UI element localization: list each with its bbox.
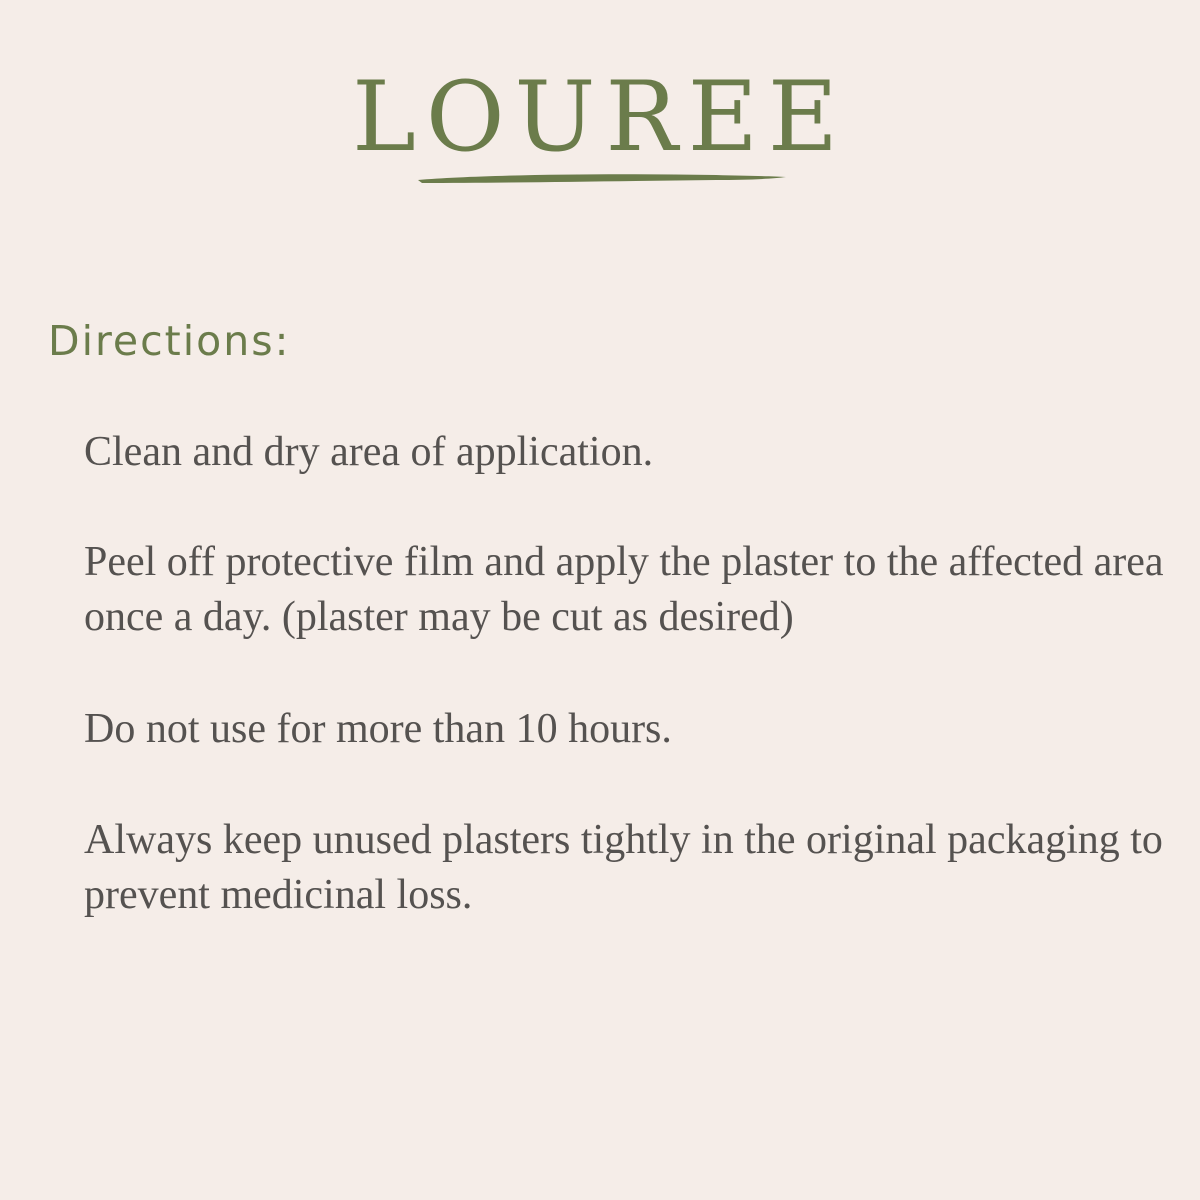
brush-stroke-underline	[416, 172, 788, 186]
direction-step: Peel off protective film and apply the plaster to the affected area once a day. (plaster may be cut as desired)	[84, 539, 1164, 640]
direction-step: Clean and dry area of application.	[84, 429, 654, 475]
brand-name: LOUREE	[352, 61, 848, 173]
direction-step: Always keep unused plasters tightly in the original packaging to prevent medicinal loss.	[84, 817, 1163, 918]
direction-step: Do not use for more than 10 hours.	[84, 706, 672, 752]
directions-heading: Directions:	[48, 317, 291, 365]
